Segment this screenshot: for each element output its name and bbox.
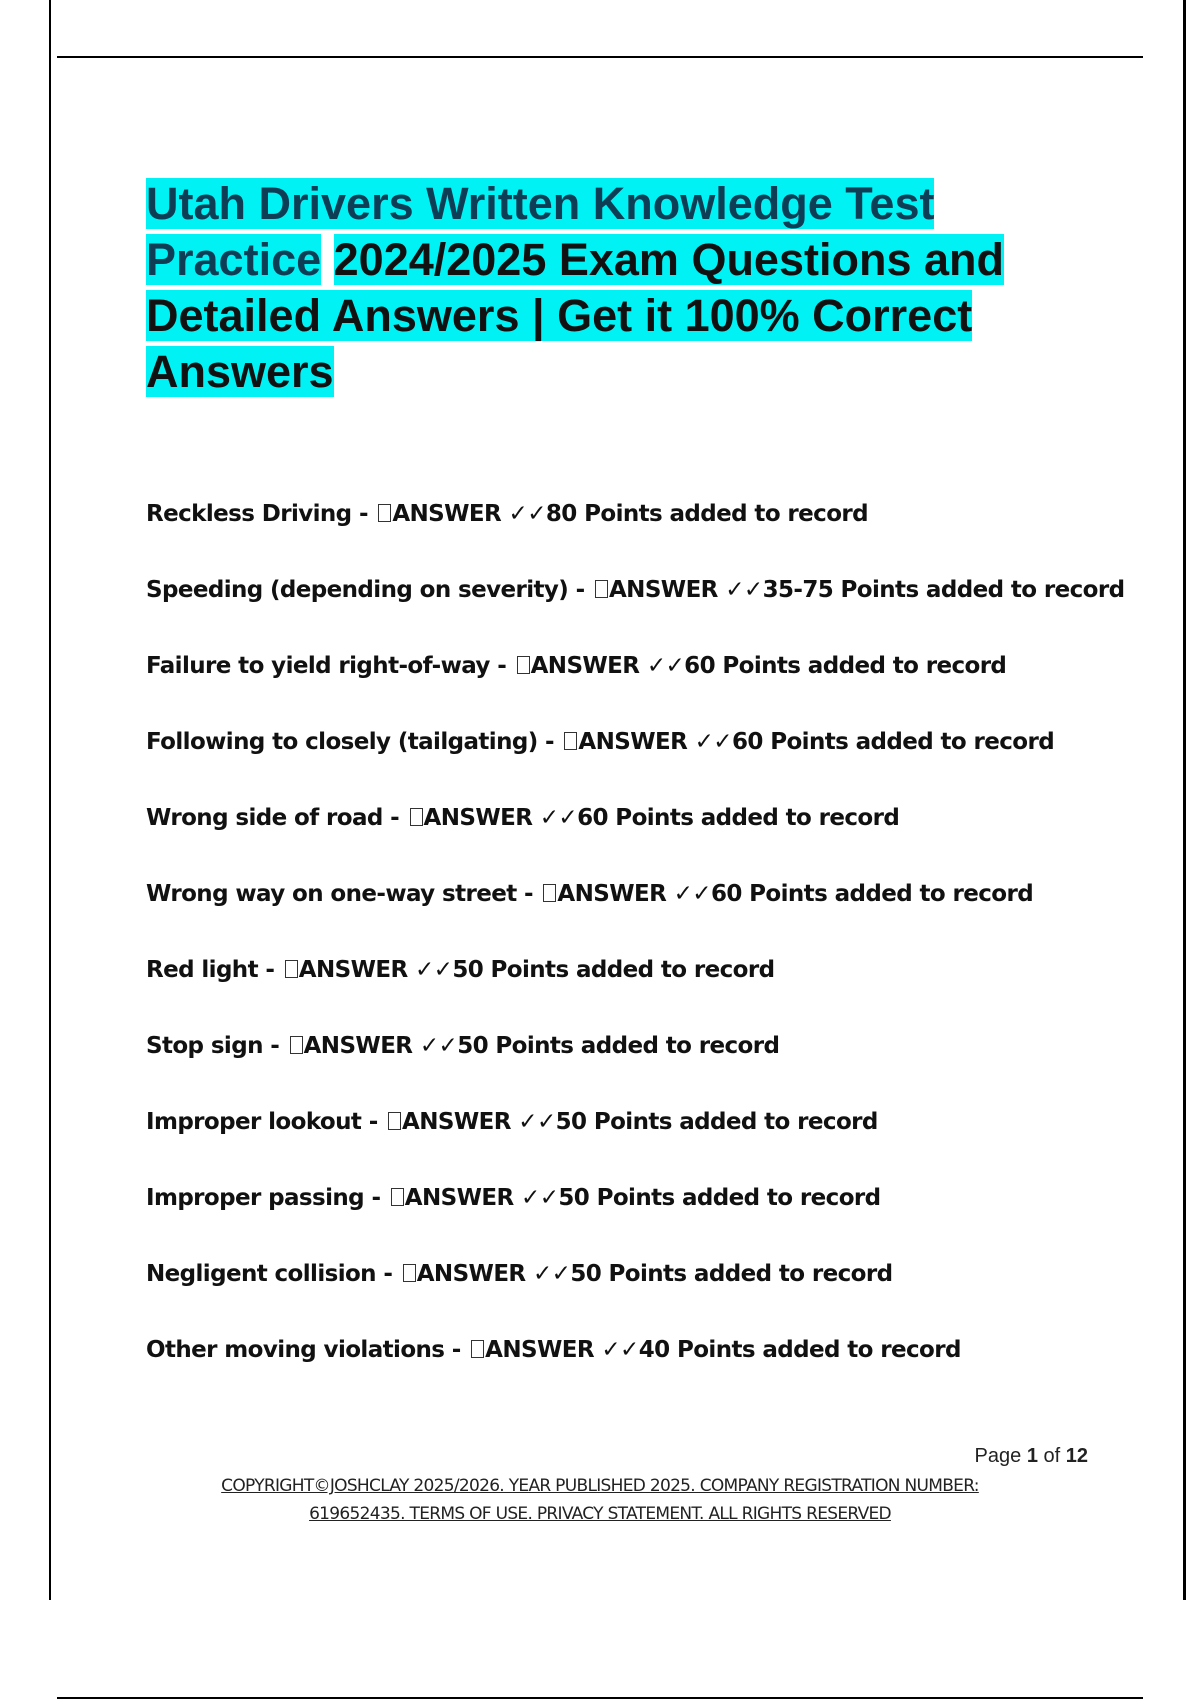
missing-glyph-icon xyxy=(378,504,391,522)
missing-glyph-icon xyxy=(543,884,556,902)
page-number xyxy=(900,1445,1088,1468)
answer-marker: ANSWER xyxy=(404,1185,514,1211)
page-current: 1 xyxy=(1026,1445,1038,1467)
answer-text: 50 Points added to record xyxy=(558,1185,881,1211)
missing-glyph-icon xyxy=(403,1264,416,1282)
question-text: Wrong side of road xyxy=(146,805,383,831)
missing-glyph-icon xyxy=(595,580,608,598)
page-left-border xyxy=(49,0,51,1600)
answer-marker: ANSWER xyxy=(608,577,718,603)
missing-glyph-icon xyxy=(410,808,423,826)
title-segment: Utah Drivers Written Knowledge Test Practice xyxy=(146,178,935,286)
question-text: Reckless Driving xyxy=(146,501,352,527)
qa-item: Improper lookout - ANSWER ✓✓50 Points added to record xyxy=(146,1109,878,1135)
missing-glyph-icon xyxy=(285,960,298,978)
document-title xyxy=(146,176,1106,400)
check-icon: ✓✓ xyxy=(521,1185,559,1211)
question-text: Stop sign xyxy=(146,1033,263,1059)
answer-text: 60 Points added to record xyxy=(684,653,1007,679)
check-icon: ✓✓ xyxy=(532,1261,571,1287)
check-icon: ✓✓ xyxy=(419,1033,458,1059)
check-icon: ✓✓ xyxy=(601,1337,639,1363)
check-icon: ✓✓ xyxy=(646,653,685,679)
check-icon: ✓✓ xyxy=(508,501,546,527)
qa-item: Speeding (depending on severity) - ANSWER ✓✓35-75 Points added to record xyxy=(146,577,1125,603)
question-text: Negligent collision xyxy=(146,1261,376,1287)
answer-marker: ANSWER xyxy=(557,881,667,907)
header-rule xyxy=(57,56,1143,58)
page-label: Page xyxy=(974,1445,1022,1467)
qa-item: Improper passing - ANSWER ✓✓50 Points added to record xyxy=(146,1185,881,1211)
answer-text: 50 Points added to record xyxy=(457,1033,780,1059)
copyright-footer xyxy=(150,1472,1050,1528)
title-segment: 2024/2025 Exam Questions and Detailed Answers | Get it 100% Correct Answers xyxy=(146,234,1004,398)
question-text: Following to closely (tailgating) xyxy=(146,729,538,755)
answer-marker: ANSWER xyxy=(423,805,533,831)
question-text: Improper lookout xyxy=(146,1109,362,1135)
question-text: Improper passing xyxy=(146,1185,365,1211)
answer-marker: ANSWER xyxy=(578,729,688,755)
answer-marker: ANSWER xyxy=(416,1261,526,1287)
missing-glyph-icon xyxy=(564,732,577,750)
missing-glyph-icon xyxy=(471,1340,484,1358)
check-icon: ✓✓ xyxy=(725,577,763,603)
page-total: 12 xyxy=(1065,1445,1088,1467)
qa-item: Stop sign - ANSWER ✓✓50 Points added to record xyxy=(146,1033,780,1059)
answer-text: 60 Points added to record xyxy=(710,881,1034,907)
answer-marker: ANSWER xyxy=(298,957,408,983)
qa-list xyxy=(146,496,1146,1408)
answer-marker: ANSWER xyxy=(392,501,502,527)
check-icon: ✓✓ xyxy=(673,881,711,907)
qa-item: Wrong side of road - ANSWER ✓✓60 Points added to record xyxy=(146,805,900,831)
answer-marker: ANSWER xyxy=(530,653,640,679)
check-icon: ✓✓ xyxy=(539,805,578,831)
qa-item: Red light - ANSWER ✓✓50 Points added to record xyxy=(146,957,775,983)
footer-rule xyxy=(57,1697,1143,1699)
answer-text: 50 Points added to record xyxy=(452,957,775,983)
qa-item: Negligent collision - ANSWER ✓✓50 Points added to record xyxy=(146,1261,893,1287)
missing-glyph-icon xyxy=(517,656,530,674)
footer-line: 619652435. TERMS OF USE. PRIVACY STATEMENT. ALL RIGHTS RESERVED xyxy=(309,1504,891,1524)
footer-line: COPYRIGHT©JOSHCLAY 2025/2026. YEAR PUBLISHED 2025. COMPANY REGISTRATION NUMBER: xyxy=(221,1476,979,1496)
qa-item: Following to closely (tailgating) - ANSWER ✓✓60 Points added to record xyxy=(146,729,1055,755)
answer-text: 60 Points added to record xyxy=(577,805,900,831)
check-icon: ✓✓ xyxy=(518,1109,556,1135)
answer-text: 80 Points added to record xyxy=(545,501,869,527)
question-text: Speeding (depending on severity) xyxy=(146,577,569,603)
answer-text: 50 Points added to record xyxy=(555,1109,878,1135)
answer-text: 50 Points added to record xyxy=(570,1261,893,1287)
question-text: Wrong way on one-way street xyxy=(146,881,517,907)
qa-item: Wrong way on one-way street - ANSWER ✓✓60 Points added to record xyxy=(146,881,1034,907)
page-of: of xyxy=(1043,1445,1061,1467)
answer-text: 60 Points added to record xyxy=(731,729,1055,755)
answer-text: 40 Points added to record xyxy=(638,1337,961,1363)
qa-item: Reckless Driving - ANSWER ✓✓80 Points added to record xyxy=(146,501,869,527)
missing-glyph-icon xyxy=(391,1188,404,1206)
question-text: Red light xyxy=(146,957,258,983)
qa-item: Other moving violations - ANSWER ✓✓40 Points added to record xyxy=(146,1337,961,1363)
question-text: Other moving violations xyxy=(146,1337,445,1363)
answer-marker: ANSWER xyxy=(303,1033,413,1059)
missing-glyph-icon xyxy=(388,1112,401,1130)
answer-marker: ANSWER xyxy=(402,1109,511,1135)
check-icon: ✓✓ xyxy=(694,729,732,755)
answer-text: 35-75 Points added to record xyxy=(762,577,1125,603)
page-right-border xyxy=(1183,0,1186,1600)
answer-marker: ANSWER xyxy=(485,1337,594,1363)
qa-item: Failure to yield right-of-way - ANSWER ✓✓60 Points added to record xyxy=(146,653,1007,679)
check-icon: ✓✓ xyxy=(414,957,453,983)
question-text: Failure to yield right-of-way xyxy=(146,653,490,679)
missing-glyph-icon xyxy=(290,1036,303,1054)
